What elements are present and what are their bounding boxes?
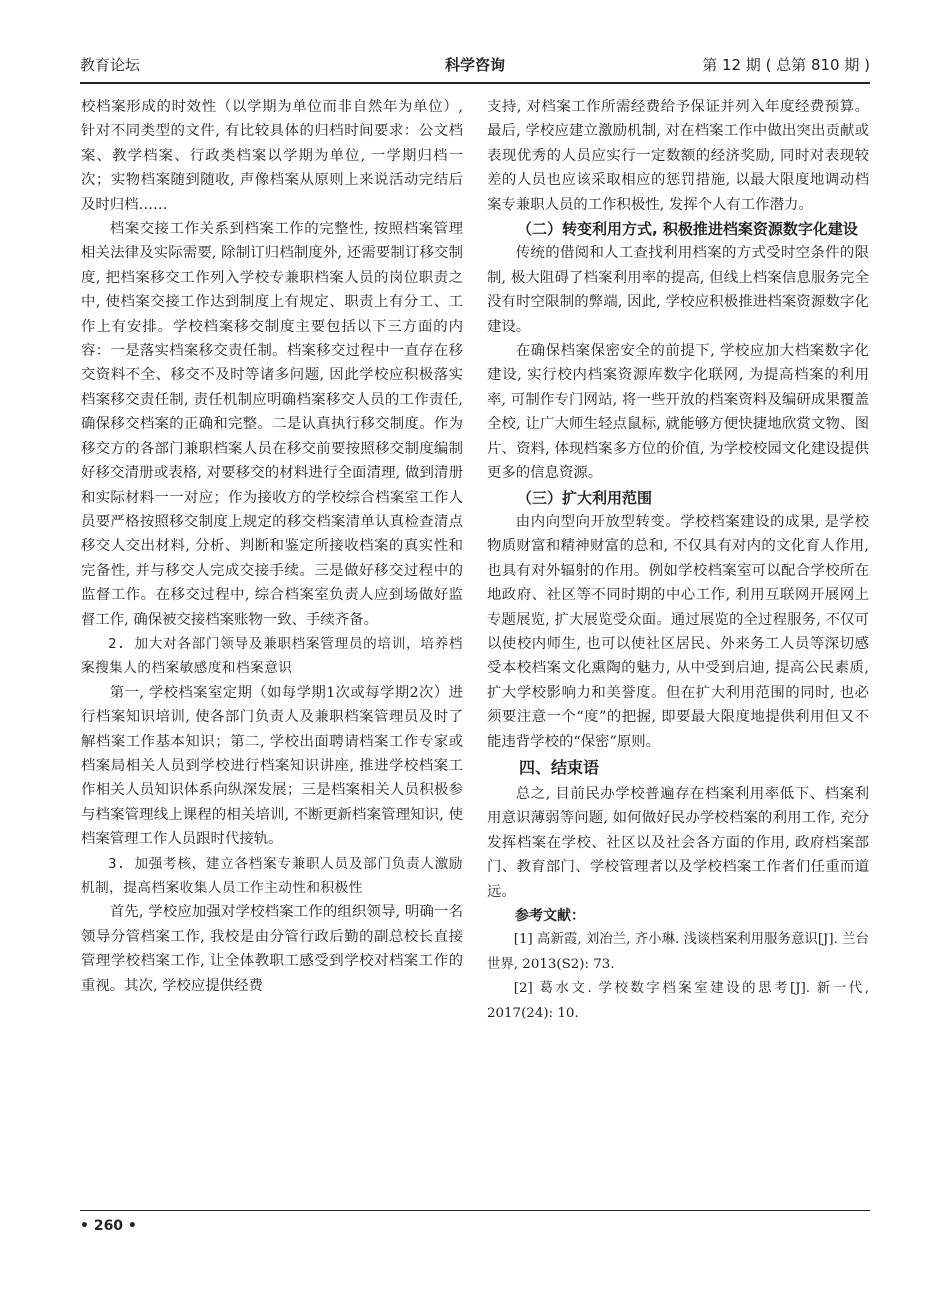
footer-rule [80,1210,870,1211]
header-rule [80,82,870,84]
references-title: 参考文献： [515,908,585,924]
page-number: • 260 • [80,1218,137,1234]
paragraph: 传统的借阅和人工查找利用档案的方式受时空条件的限制, 极大阻碍了档案利用率的提高, 但线上档案信息服务完全没有时空限制的弊端, 因此, 学校应积极推进档案资源数字化建设。 [487,245,869,335]
paragraph: 在确保档案保密安全的前提下, 学校应加大档案数字化建设, 实行校内档案资源库数字化联网, 为提高档案的利用率, 可制作专门网站, 将一些开放的档案资料及编研成果覆盖全校, 让广大师生轻点鼠标, 就能够方便快捷地欣赏文物、图片、资料, 体现档案多方位的价值, 为学校校园文化建设提供更多的信息资源。 [487,343,869,482]
reference-item: [1] 高新霞, 刘冶兰, 齐小琳. 浅谈档案利用服务意识[J]. 兰台世界, 2013(S2): 73. [487,932,869,972]
right-column [487,95,869,1026]
subheading: 3. 加强考核，建立各档案专兼职人员及部门负责人激励机制，提高档案收集人员工作主动性和积极性 [81,855,463,896]
subheading: 2. 加大对各部门领导及兼职档案管理员的培训，培养档案搜集人的档案敏感度和档案意识 [81,635,463,677]
section-heading: （三）扩大利用范围 [517,488,653,507]
paragraph: 校档案形成的时效性（以学期为单位而非自然年为单位）, 针对不同类型的文件, 有比较具体的归档时间要求：公文档案、教学档案、行政类档案以学期为单位, 一学期归档一次；实物档案随到随收, 声像档案从原则上来说活动完结后及时归档…… [81,99,463,213]
paragraph: 总之, 目前民办学校普遍存在档案利用率低下、档案利用意识薄弱等问题, 如何做好民办学校档案的利用工作, 充分发挥档案在学校、社区以及社会各方面的作用, 政府档案部门、教育部门、学校管理者以及学校档案工作者们任重而道远。 [487,785,869,900]
paragraph: 首先, 学校应加强对学校档案工作的组织领导, 明确一名领导分管档案工作, 我校是由分管行政后勤的副总校长直接管理学校档案工作, 让全体教职工感受到学校对档案工作的重视。其次, 学校应提供经费 [81,904,463,994]
issue-label: 第 12 期 ( 总第 810 期 ) [702,56,870,74]
reference-item: [2] 葛水文. 学校数字档案室建设的思考[J]. 新一代, 2017(24): 10. [487,981,869,1021]
section-heading: （二）转变利用方式, 积极推进档案资源数字化建设 [517,220,858,239]
chapter-heading: 四、结束语 [519,757,600,777]
paragraph: 支持, 对档案工作所需经费给予保证并列入年度经费预算。最后, 学校应建立激励机制, 对在档案工作中做出突出贡献或表现优秀的人员应实行一定数额的经济奖励, 同时对表现较差的人员也应该采取相应的惩罚措施, 以最大限度地调动档案专兼职人员的工作积极性, 发挥个人有工作潜力。 [487,99,869,213]
journal-title: 科学咨询 [444,56,505,74]
paragraph: 由内向型向开放型转变。学校档案建设的成果, 是学校物质财富和精神财富的总和, 不仅具有对内的文化育人作用, 也具有对外辐射的作用。例如学校档案室可以配合学校所在地政府、社区等不同时期的中心工作, 利用互联网开展网上专题展览, 扩大展览受众面。通过展览的全过程服务, 不仅可以使校内师生, 也可以使社区居民、外来务工人员等深切感受本校档案文化熏陶的魅力, 从中受到启迪, 提高公民素质, 扩大学校影响力和美誉度。但在扩大利用范围的同时, 也必须要注意一个“度”的把握, 即要最大限度地提供利用但又不能违背学校的“保密”原则。 [487,513,869,750]
paragraph: 档案交接工作关系到档案工作的完整性, 按照档案管理相关法律及实际需要, 除制订归档制度外, 还需要制订移交制度, 把档案移交工作列入学校专兼职档案人员的岗位职责之中, 使档案交接工作达到制度上有规定、职责上有分工、工作上有安排。学校档案移交制度主要包括以下三方面的内容：一是落实档案移交责任制。档案移交过程中一直存在移交资料不全、移交不及时等诸多问题, 因此学校应积极落实档案移交责任制, 责任机制应明确档案移交人员的工作责任, 确保移交档案的正确和完整。二是认真执行移交制度。作为移交方的各部门兼职档案人员在移交前要按照移交制度编制好移交清册或表格, 对要移交的材料进行全面清理, 做到清册和实际材料一一对应；作为接收方的学校综合档案室工作人员要严格按照移交制度上规定的移交档案清单认真检查清点移交人交出材料, 分析、判断和鉴定所接收档案的真实性和完备性, 并与移交人完成交接手续。三是做好移交过程中的监督工作。在移交过程中, 综合档案室负责人应到场做好监督工作, 确保被交接档案账物一致、手续齐备。 [81,221,463,628]
left-column [81,95,463,998]
paragraph: 第一, 学校档案室定期（如每学期1次或每学期2次）进行档案知识培训, 使各部门负责人及兼职档案管理员及时了解档案工作基本知识；第二, 学校出面聘请档案工作专家或档案局相关人员到学校进行档案知识讲座, 推进学校档案工作相关人员知识体系向纵深发展；三是档案相关人员积极参与档案管理线上课程的相关培训, 不断更新档案管理知识, 使档案管理工作人员跟时代接轨。 [81,684,463,848]
page-header [80,50,870,80]
section-label: 教育论坛 [80,56,141,74]
